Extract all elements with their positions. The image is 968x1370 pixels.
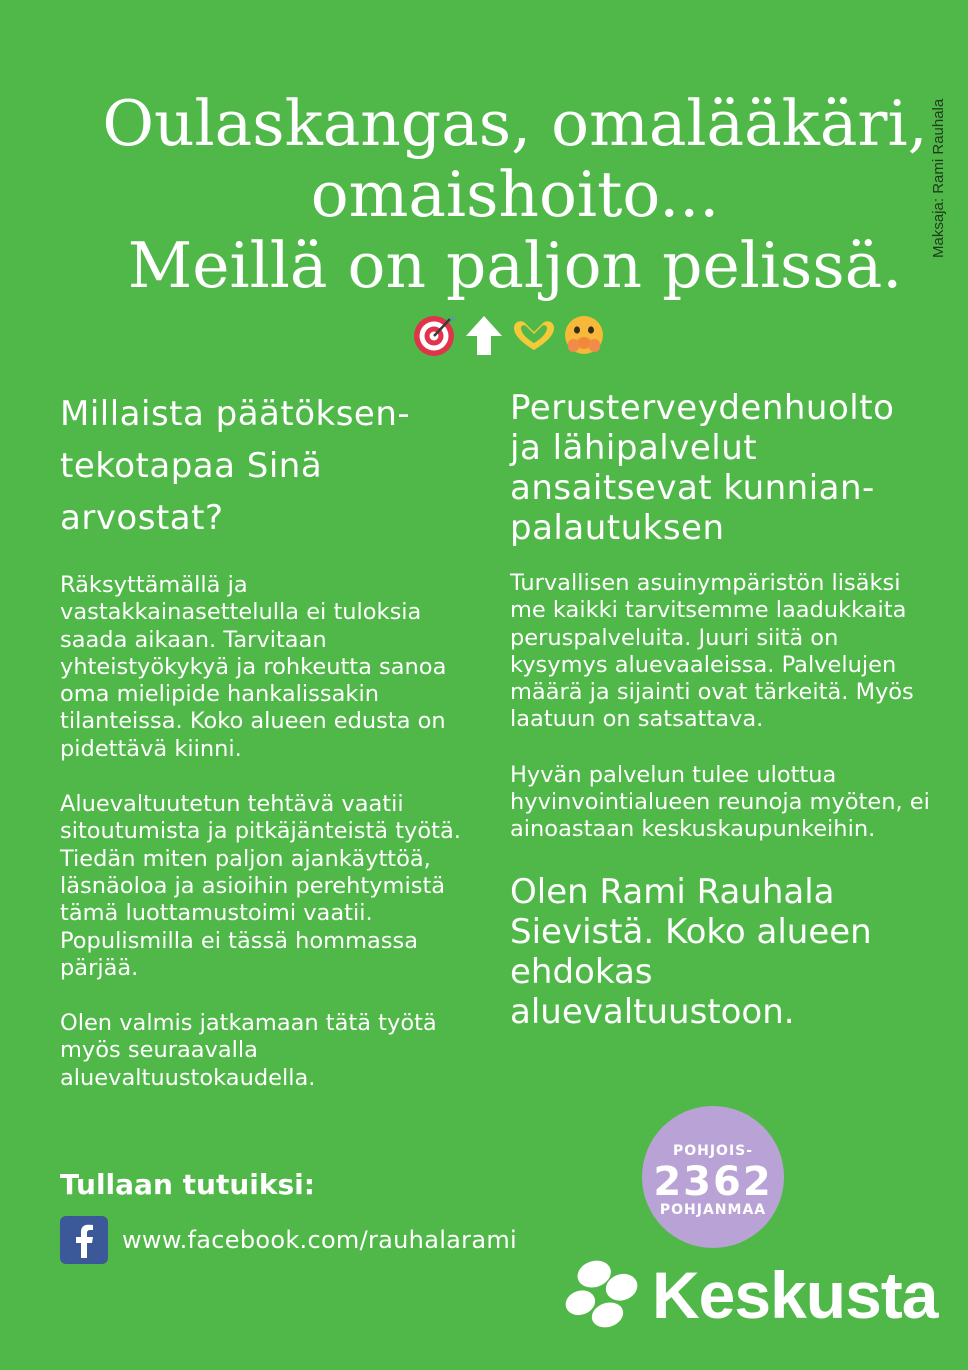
- facebook-icon: [60, 1216, 108, 1264]
- left-paragraph-3: Olen valmis jatkamaan tätä työtä myös seuraavalla aluevaltuustokaudella.: [60, 1010, 437, 1091]
- keskusta-logo: [556, 1256, 938, 1334]
- facebook-contact[interactable]: [60, 1216, 517, 1264]
- left-paragraph-2: Aluevaltuutetun tehtävä vaatii sitoutumista ja pitkäjänteistä työtä. Tiedän miten paljon ajankäyttöä, läsnäoloa ja asioihin perehtymistä tämä luottamustoimi vaatii. Populismilla ei tässä hommassa pärjää.: [60, 791, 461, 981]
- badge-region-bottom: POHJANMAA: [659, 1202, 767, 1218]
- right-paragraph-2: Hyvän palvelun tulee ulottua hyvinvointialueen reunoja myöten, ei ainoastaan keskuskaupunkeihin.: [510, 761, 930, 843]
- headline-line-2: omaishoito...: [310, 158, 720, 231]
- emoji-row: [410, 312, 608, 358]
- shocked-face-icon: [560, 312, 608, 358]
- candidate-number-badge: [642, 1106, 784, 1248]
- right-heading: Perusterveydenhuolto ja lähipalvelut ansaitsevat kunnian-palautuksen: [510, 388, 895, 548]
- headline-line-1: Oulaskangas, omalääkäri,: [102, 87, 928, 160]
- right-paragraph-1: Turvallisen asuinympäristön lisäksi me kaikki tarvitsemme laadukkaita peruspalveluita. Juuri siitä on kysymys aluevaaleissa. Palvelujen määrä ja sijainti ovat tärkeitä. Myös laatuun on satsattava.: [510, 570, 914, 733]
- heart-hands-icon: [510, 312, 558, 358]
- right-column: [510, 388, 930, 1032]
- clover-logo-icon: [556, 1256, 646, 1334]
- logo-wordmark: Keskusta: [652, 1258, 938, 1332]
- payer-notice: Maksaja: Rami Rauhala: [930, 98, 947, 258]
- left-heading: Millaista päätöksen-tekotapaa Sinä arvostat?: [60, 394, 411, 538]
- left-column: [60, 388, 480, 1120]
- candidate-signoff: Olen Rami Rauhala Sievistä. Koko alueen ehdokas aluevaltuustoon.: [510, 871, 872, 1032]
- up-arrow-icon: [460, 312, 508, 358]
- headline: [60, 88, 968, 301]
- badge-region-top: POHJOIS-: [672, 1143, 754, 1159]
- left-paragraph-1: Räksyttämällä ja vastakkainasettelulla ei tuloksia saada aikaan. Tarvitaan yhteistyökykyä ja rohkeutta sanoa oma mielipide hankalissakin tilanteissa. Koko alueen edusta on pidettävä kiinni.: [60, 572, 447, 762]
- headline-line-3: Meillä on paljon pelissä.: [127, 229, 903, 302]
- candidate-number: 2362: [653, 1159, 773, 1205]
- target-icon: [410, 312, 458, 358]
- facebook-link[interactable]: www.facebook.com/rauhalarami: [122, 1226, 518, 1254]
- contact-heading: Tullaan tutuiksi:: [60, 1168, 315, 1201]
